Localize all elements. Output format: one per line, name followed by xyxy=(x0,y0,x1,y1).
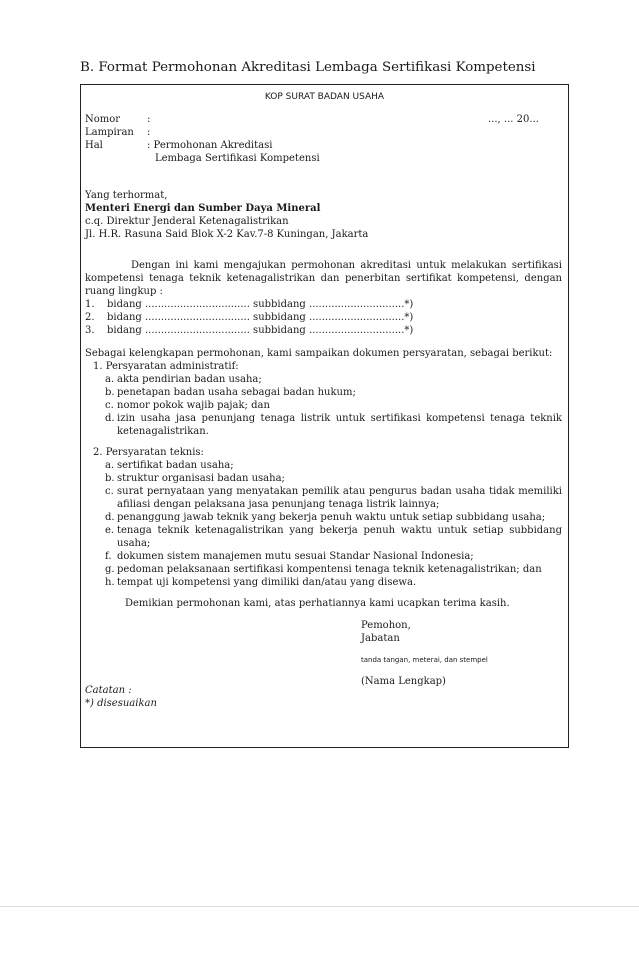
technical-item: surat pernyataan yang menyatakan pemilik atau pengurus badan usaha tidak memiliki afiliasi dengan pelaksana jasa penunjang tenaga listrik lainnya; xyxy=(117,486,562,510)
greeting: Yang terhormat, xyxy=(85,190,168,201)
hal-label: Hal xyxy=(85,140,103,151)
list-letter: a. xyxy=(105,374,115,385)
technical-item: pedoman pelaksanaan sertifikasi kompentensi tenaga teknik ketenagalistrikan; dan xyxy=(117,564,542,575)
signature-pemohon: Pemohon, xyxy=(361,620,411,631)
technical-item: dokumen sistem manajemen mutu sesuai Standar Nasional Indonesia; xyxy=(117,551,474,562)
scope-num: 3. xyxy=(85,325,95,336)
list-letter: h. xyxy=(105,577,115,588)
scope-num: 2. xyxy=(85,312,95,323)
date-placeholder: ..., ... 20... xyxy=(488,114,539,125)
hal-value-line1: : Permohonan Akreditasi xyxy=(147,140,273,151)
admin-item: nomor pokok wajib pajak; dan xyxy=(117,400,270,411)
signature-jabatan: Jabatan xyxy=(361,633,400,644)
recipient-cq: c.q. Direktur Jenderal Ketenagalistrikan xyxy=(85,216,289,227)
list-letter: g. xyxy=(105,564,115,575)
list-letter: b. xyxy=(105,473,115,484)
recipient: Menteri Energi dan Sumber Daya Mineral xyxy=(85,203,321,214)
nomor-label: Nomor xyxy=(85,114,121,125)
letter-frame xyxy=(80,84,569,748)
recipient-address: Jl. H.R. Rasuna Said Blok X-2 Kav.7-8 Kuningan, Jakarta xyxy=(85,229,369,240)
list-letter: c. xyxy=(105,486,114,497)
list-letter: a. xyxy=(105,460,115,471)
lampiran-label: Lampiran xyxy=(85,127,134,138)
list-letter: b. xyxy=(105,387,115,398)
signature-note: tanda tangan, meterai, dan stempel xyxy=(361,656,488,664)
page-heading: B. Format Permohonan Akreditasi Lembaga Sertifikasi Kompetensi xyxy=(80,60,536,75)
list-letter: d. xyxy=(105,413,115,424)
admin-requirements-title: 1. Persyaratan administratif: xyxy=(93,361,239,372)
list-letter: f. xyxy=(105,551,112,562)
intro-paragraph: Dengan ini kami mengajukan permohonan akreditasi untuk melakukan sertifikasi kompetensi tenaga teknik ketenagalistrikan dan penerbitan sertifikat kompetensi, dengan ruang lingkup : xyxy=(85,260,562,297)
technical-item: tempat uji kompetensi yang dimiliki dan/atau yang disewa. xyxy=(117,577,417,588)
page-bottom-divider xyxy=(0,906,639,907)
technical-item: sertifikat badan usaha; xyxy=(117,460,234,471)
admin-item: akta pendirian badan usaha; xyxy=(117,374,262,385)
catatan-label: Catatan : xyxy=(85,685,132,696)
admin-item: izin usaha jasa penunjang tenaga listrik untuk sertifikasi kompetensi tenaga teknik ketenagalistrikan. xyxy=(117,413,562,437)
technical-requirements-title: 2. Persyaratan teknis: xyxy=(93,447,204,458)
list-letter: d. xyxy=(105,512,115,523)
lampiran-colon: : xyxy=(147,127,151,138)
scope-line: bidang ................................. subbidang ..............................*) xyxy=(107,325,414,336)
nomor-colon: : xyxy=(147,114,151,125)
scope-line: bidang ................................. subbidang ..............................*) xyxy=(107,299,414,310)
list-letter: c. xyxy=(105,400,114,411)
technical-item: penanggung jawab teknik yang bekerja penuh waktu untuk setiap subbidang usaha; xyxy=(117,512,546,523)
closing-sentence: Demikian permohonan kami, atas perhatiannya kami ucapkan terima kasih. xyxy=(125,598,510,609)
list-letter: e. xyxy=(105,525,115,536)
kop-surat: KOP SURAT BADAN USAHA xyxy=(264,92,385,102)
scope-line: bidang ................................. subbidang ..............................*) xyxy=(107,312,414,323)
catatan-note: *) disesuaikan xyxy=(85,698,157,709)
technical-item: struktur organisasi badan usaha; xyxy=(117,473,285,484)
admin-item: penetapan badan usaha sebagai badan hukum; xyxy=(117,387,356,398)
scope-num: 1. xyxy=(85,299,95,310)
technical-item: tenaga teknik ketenagalistrikan yang bekerja penuh waktu untuk setiap subbidang usaha; xyxy=(117,525,562,549)
signature-name: (Nama Lengkap) xyxy=(361,676,446,687)
documents-intro: Sebagai kelengkapan permohonan, kami sampaikan dokumen persyaratan, sebagai berikut: xyxy=(85,348,553,359)
hal-value-line2: Lembaga Sertifikasi Kompetensi xyxy=(155,153,320,164)
